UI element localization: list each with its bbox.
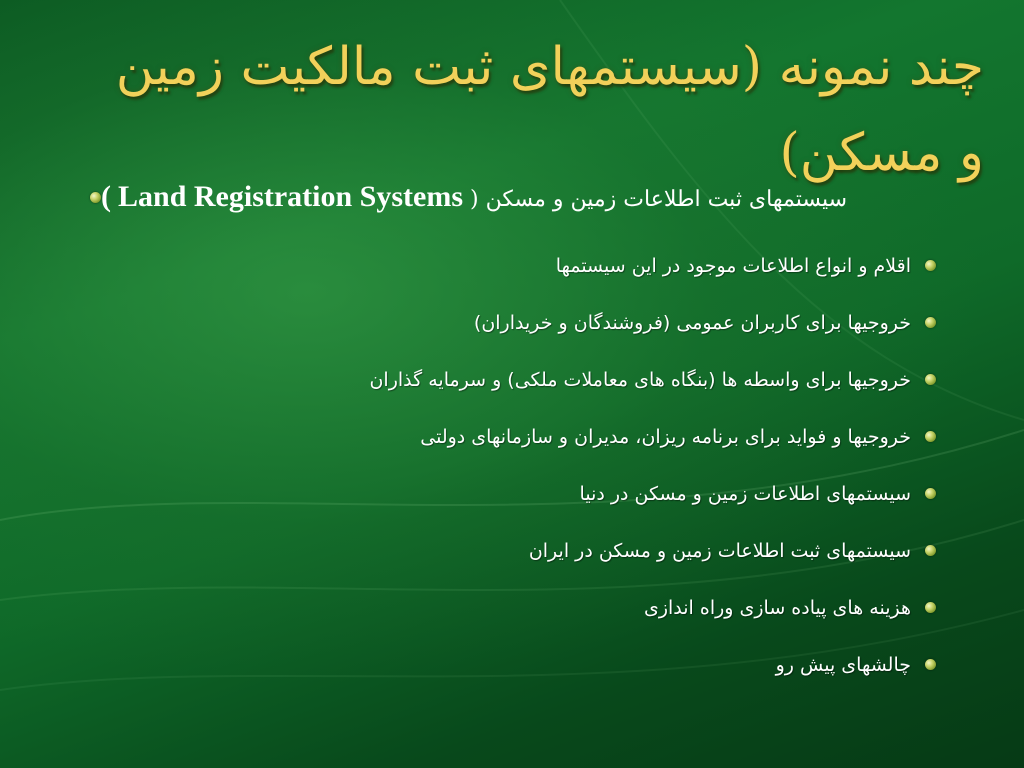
bullet-item	[76, 579, 936, 636]
bullet-dot-icon	[925, 317, 936, 328]
lead-text-persian: سیستمهای ثبت اطلاعات زمین و مسکن (	[470, 187, 848, 212]
bullet-dot-icon	[925, 545, 936, 556]
bullet-text: سیستمهای اطلاعات زمین و مسکن در دنیا	[579, 482, 911, 505]
bullet-text: خروجیها و فواید برای برنامه ریزان، مدیران و سازمانهای دولتی	[420, 425, 911, 448]
slide-title: چند نمونه (سیستمهای ثبت مالکیت زمین و مسکن)	[115, 37, 984, 183]
bullet-dot-icon	[925, 659, 936, 670]
bullet-dot-icon	[925, 488, 936, 499]
bullet-dot-icon	[925, 260, 936, 271]
bullet-text: خروجیها برای واسطه ها (بنگاه های معاملات ملکی) و سرمایه گذاران	[369, 368, 911, 391]
bullet-dot-icon	[925, 374, 936, 385]
bullet-dot-icon	[925, 431, 936, 442]
bullet-item	[76, 465, 936, 522]
bullet-item	[76, 408, 936, 465]
bullet-item	[76, 522, 936, 579]
bullet-item	[76, 636, 936, 693]
bullet-text: خروجیها برای کاربران عمومی (فروشندگان و خریداران)	[473, 311, 911, 334]
lead-close-paren: )	[101, 180, 111, 213]
lead-text-english: Land Registration Systems	[118, 180, 464, 213]
bullet-item	[76, 237, 936, 294]
bullet-text: هزینه های پیاده سازی وراه اندازی	[643, 596, 911, 619]
bullet-dot-icon	[925, 602, 936, 613]
bullet-text: چالشهای پیش رو	[775, 653, 911, 676]
bullet-item	[76, 351, 936, 408]
bullet-dot-icon	[90, 192, 101, 203]
slide-content	[76, 168, 936, 693]
lead-item	[76, 168, 936, 229]
bullet-list	[76, 237, 936, 693]
bullet-text: اقلام و انواع اطلاعات موجود در این سیستمها	[555, 254, 911, 277]
bullet-item	[76, 294, 936, 351]
lead-text	[101, 168, 847, 229]
bullet-text: سیستمهای ثبت اطلاعات زمین و مسکن در ایران	[528, 539, 911, 562]
